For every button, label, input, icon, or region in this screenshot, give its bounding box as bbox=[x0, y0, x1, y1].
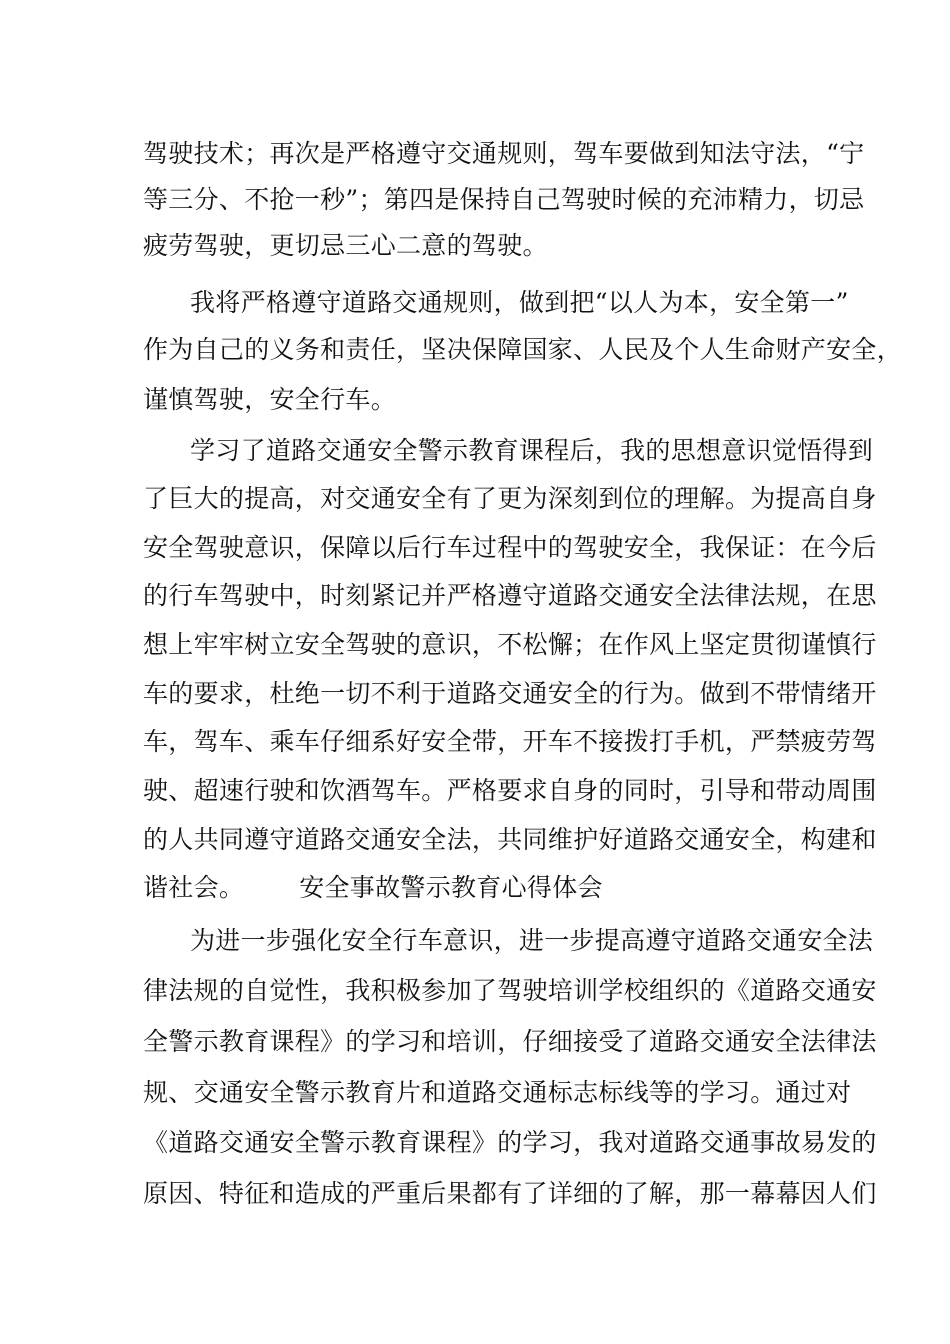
text-line-3: 疲劳驾驶，更切忌三心二意的驾驶。 bbox=[143, 231, 548, 260]
text-line-6: 谨慎驾驶，安全行车。 bbox=[143, 385, 397, 414]
text-line-14: 驶、超速行驶和饮酒驾车。严格要求自身的同时，引导和带动周围 bbox=[143, 776, 877, 805]
text-line-10: 的行车驾驶中，时刻紧记并严格遵守道路交通安全法律法规，在思 bbox=[143, 581, 877, 610]
text-line-16 bbox=[143, 868, 603, 908]
section-heading: 安全事故警示教育心得体会 bbox=[299, 873, 603, 902]
text-line-17: 为进一步强化安全行车意识，进一步提高遵守道路交通安全法 bbox=[190, 926, 874, 955]
text-line-12: 车的要求，杜绝一切不利于道路交通安全的行为。做到不带情绪开 bbox=[143, 679, 877, 708]
text-line-5: 作为自己的义务和责任，坚决保障国家、人民及个人生命财产安全， bbox=[143, 335, 903, 364]
text-line-21: 《道路交通安全警示教育课程》的学习，我对道路交通事故易发的 bbox=[143, 1128, 877, 1157]
text-line-18: 律法规的自觉性，我积极参加了驾驶培训学校组织的《道路交通安 bbox=[143, 976, 877, 1005]
text-line-15: 的人共同遵守道路交通安全法，共同维护好道路交通安全，构建和 bbox=[143, 825, 877, 854]
text-line-4: 我将严格遵守道路交通规则，做到把“以人为本，安全第一” bbox=[190, 288, 849, 317]
text-line-1: 驾驶技术；再次是严格遵守交通规则，驾车要做到知法守法，“宁 bbox=[143, 139, 865, 168]
text-line-16-start: 谐社会。 bbox=[143, 873, 245, 902]
text-line-7: 学习了道路交通安全警示教育课程后，我的思想意识觉悟得到 bbox=[190, 436, 874, 465]
text-line-2: 等三分、不抢一秒”；第四是保持自己驾驶时候的充沛精力，切忌 bbox=[143, 185, 865, 214]
text-line-8: 了巨大的提高，对交通安全有了更为深刻到位的理解。为提高自身 bbox=[143, 484, 877, 513]
text-line-9: 安全驾驶意识，保障以后行车过程中的驾驶安全，我保证：在今后 bbox=[143, 533, 877, 562]
text-line-22: 原因、特征和造成的严重后果都有了详细的了解，那一幕幕因人们 bbox=[143, 1179, 877, 1208]
text-line-11: 想上牢牢树立安全驾驶的意识，不松懈；在作风上坚定贯彻谨慎行 bbox=[143, 630, 877, 659]
text-line-20: 规、交通安全警示教育片和道路交通标志标线等的学习。通过对 bbox=[143, 1078, 852, 1107]
text-line-13: 车，驾车、乘车仔细系好安全带，开车不接拨打手机，严禁疲劳驾 bbox=[143, 727, 877, 756]
text-line-19: 全警示教育课程》的学习和培训，仔细接受了道路交通安全法律法 bbox=[143, 1027, 877, 1056]
